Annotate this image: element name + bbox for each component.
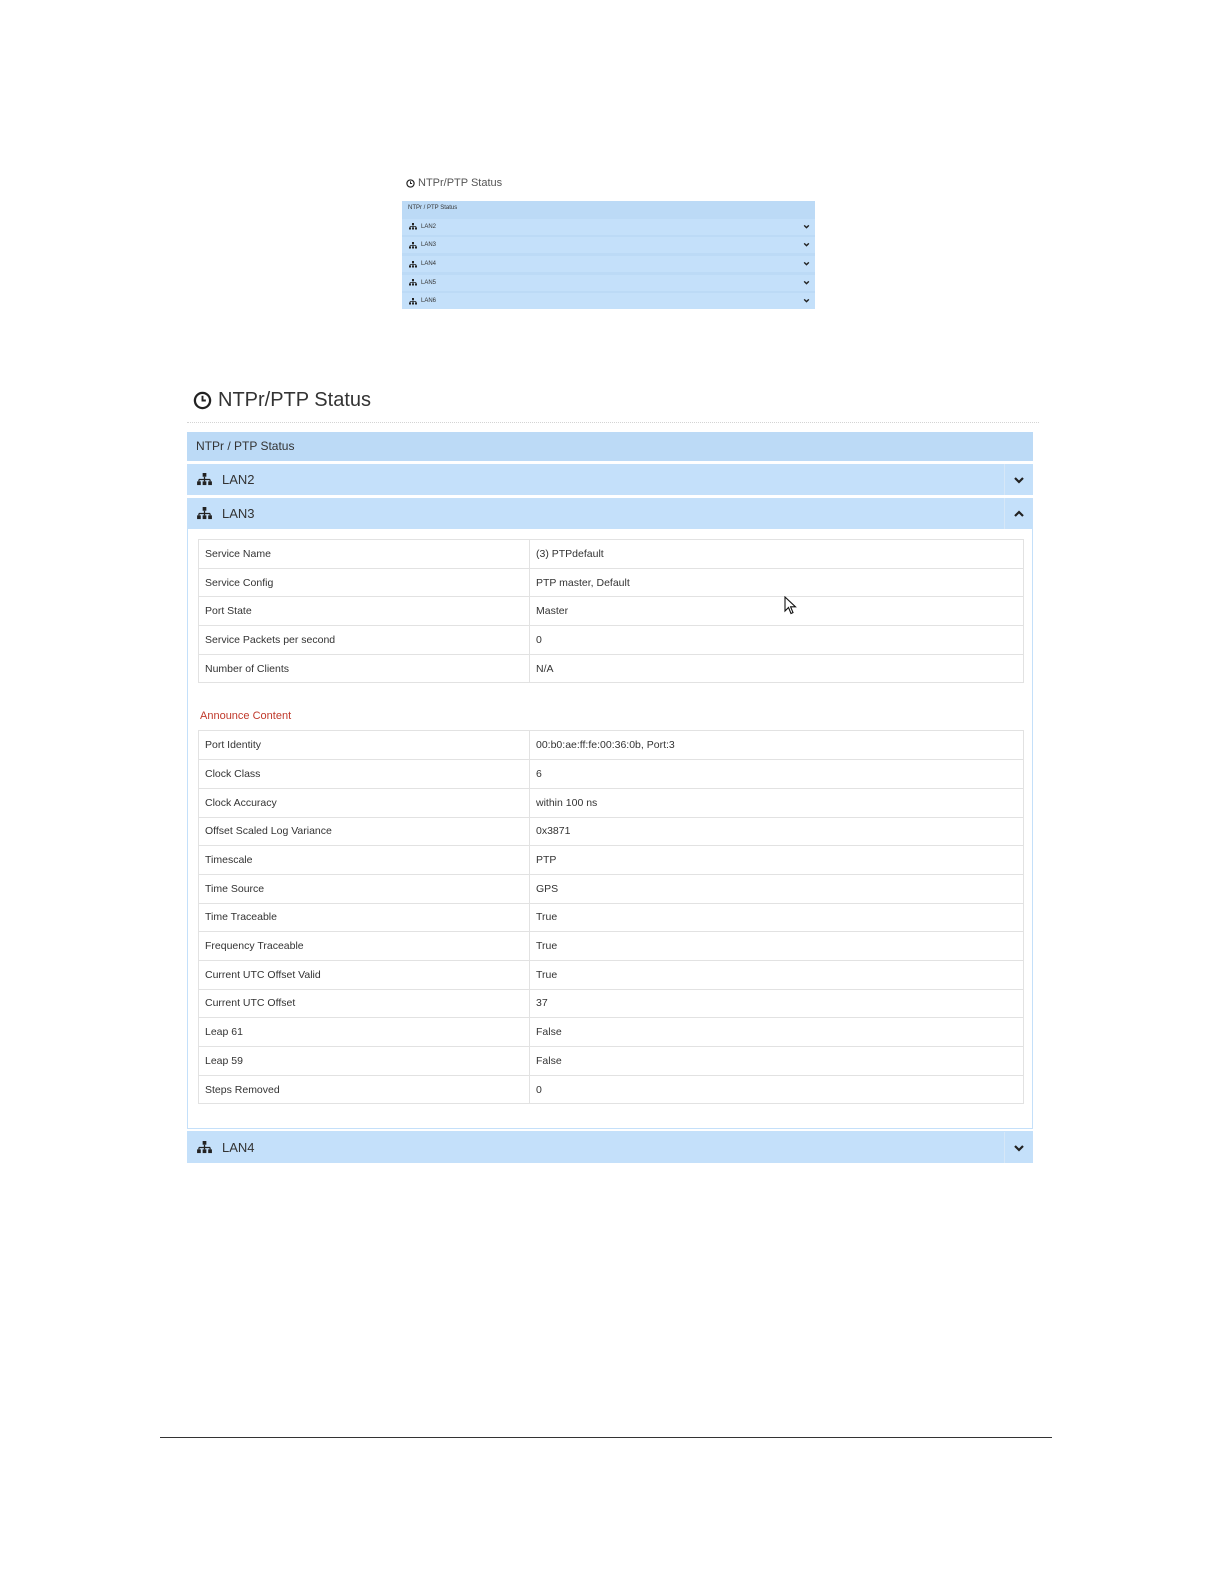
- page-title-text: NTPr/PTP Status: [218, 388, 372, 411]
- title-divider: [187, 422, 1039, 423]
- network-icon: [409, 242, 417, 249]
- announce-table: [198, 730, 1024, 1104]
- field-label: Leap 61: [199, 1018, 530, 1047]
- table-row: [199, 788, 1024, 817]
- table-row: [199, 989, 1024, 1018]
- preview-accordion-lan2: [402, 219, 815, 235]
- accordion-lan4[interactable]: [187, 1131, 1033, 1163]
- preview-title-text: NTPr/PTP Status: [418, 177, 503, 189]
- preview-title: [406, 175, 815, 191]
- field-label: Time Source: [199, 874, 530, 903]
- field-value: Master: [530, 597, 1024, 626]
- panel-header: NTPr / PTP Status: [187, 432, 1033, 461]
- field-value: False: [530, 1018, 1024, 1047]
- field-label: Clock Class: [199, 760, 530, 789]
- preview-accordion-lan3: [402, 237, 815, 253]
- field-value: GPS: [530, 874, 1024, 903]
- accordion-label: LAN2: [222, 472, 255, 487]
- clock-icon: [406, 179, 415, 188]
- preview-box: [402, 201, 815, 309]
- field-value: N/A: [530, 654, 1024, 683]
- accordion-lan3[interactable]: [187, 498, 1033, 529]
- table-row: [199, 540, 1024, 569]
- status-panel: [187, 432, 1033, 1163]
- network-icon: [409, 223, 417, 230]
- chevron-down-icon: [803, 279, 810, 286]
- field-label: Current UTC Offset Valid: [199, 960, 530, 989]
- field-label: Current UTC Offset: [199, 989, 530, 1018]
- field-value: 0: [530, 626, 1024, 655]
- field-label: Service Name: [199, 540, 530, 569]
- chevron-down-icon: [1013, 1142, 1025, 1154]
- field-value: 37: [530, 989, 1024, 1018]
- page-title: [193, 386, 371, 414]
- table-row: [199, 654, 1024, 683]
- expand-toggle[interactable]: [1004, 1132, 1033, 1163]
- field-label: Service Config: [199, 568, 530, 597]
- chevron-up-icon: [1013, 508, 1025, 520]
- table-row: [199, 597, 1024, 626]
- field-label: Steps Removed: [199, 1075, 530, 1104]
- field-label: Frequency Traceable: [199, 932, 530, 961]
- field-value: 0: [530, 1075, 1024, 1104]
- field-label: Clock Accuracy: [199, 788, 530, 817]
- preview-accordion-lan5: [402, 275, 815, 291]
- collapse-toggle[interactable]: [1004, 498, 1033, 529]
- field-value: (3) PTPdefault: [530, 540, 1024, 569]
- field-value: within 100 ns: [530, 788, 1024, 817]
- table-row: [199, 1047, 1024, 1076]
- field-value: True: [530, 903, 1024, 932]
- field-label: Port State: [199, 597, 530, 626]
- preview-header: NTPr / PTP Status: [402, 201, 815, 216]
- table-row: [199, 846, 1024, 875]
- preview-accordion-label: LAN3: [421, 242, 437, 249]
- network-icon: [409, 261, 417, 268]
- chevron-down-icon: [803, 223, 810, 230]
- network-icon: [409, 279, 417, 286]
- preview-accordion-label: LAN5: [421, 279, 437, 286]
- lan3-details: [187, 529, 1033, 1129]
- field-label: Service Packets per second: [199, 626, 530, 655]
- preview-accordion-lan6: [402, 293, 815, 309]
- announce-heading: Announce Content: [200, 710, 292, 723]
- expand-toggle[interactable]: [1004, 464, 1033, 495]
- service-table: [198, 539, 1024, 683]
- preview-panel: [402, 175, 815, 309]
- table-row: [199, 1075, 1024, 1104]
- table-row: [199, 874, 1024, 903]
- field-value: PTP: [530, 846, 1024, 875]
- field-value: PTP master, Default: [530, 568, 1024, 597]
- preview-accordion-lan4: [402, 256, 815, 272]
- clock-icon: [193, 391, 212, 410]
- field-value: 0x3871: [530, 817, 1024, 846]
- field-label: Offset Scaled Log Variance: [199, 817, 530, 846]
- field-label: Port Identity: [199, 731, 530, 760]
- table-row: [199, 903, 1024, 932]
- preview-accordion-label: LAN4: [421, 261, 437, 268]
- chevron-down-icon: [803, 297, 810, 304]
- network-icon: [197, 1141, 212, 1154]
- network-icon: [197, 507, 212, 520]
- field-label: Timescale: [199, 846, 530, 875]
- network-icon: [197, 473, 212, 486]
- field-value: False: [530, 1047, 1024, 1076]
- table-row: [199, 932, 1024, 961]
- field-value: 00:b0:ae:ff:fe:00:36:0b, Port:3: [530, 731, 1024, 760]
- table-row: [199, 817, 1024, 846]
- chevron-down-icon: [803, 241, 810, 248]
- accordion-label: LAN3: [222, 506, 255, 521]
- preview-accordion-label: LAN6: [421, 298, 437, 305]
- accordion-lan2[interactable]: [187, 464, 1033, 495]
- field-label: Leap 59: [199, 1047, 530, 1076]
- table-row: [199, 731, 1024, 760]
- field-value: True: [530, 932, 1024, 961]
- table-row: [199, 568, 1024, 597]
- table-row: [199, 626, 1024, 655]
- accordion-label: LAN4: [222, 1140, 255, 1156]
- field-value: 6: [530, 760, 1024, 789]
- field-label: Number of Clients: [199, 654, 530, 683]
- footer-divider: [160, 1437, 1052, 1438]
- mouse-cursor-icon: [784, 596, 797, 615]
- network-icon: [409, 298, 417, 305]
- table-row: [199, 960, 1024, 989]
- chevron-down-icon: [803, 260, 810, 267]
- table-row: [199, 1018, 1024, 1047]
- chevron-down-icon: [1013, 474, 1025, 486]
- field-value: True: [530, 960, 1024, 989]
- field-label: Time Traceable: [199, 903, 530, 932]
- preview-accordion-label: LAN2: [421, 223, 437, 230]
- table-row: [199, 760, 1024, 789]
